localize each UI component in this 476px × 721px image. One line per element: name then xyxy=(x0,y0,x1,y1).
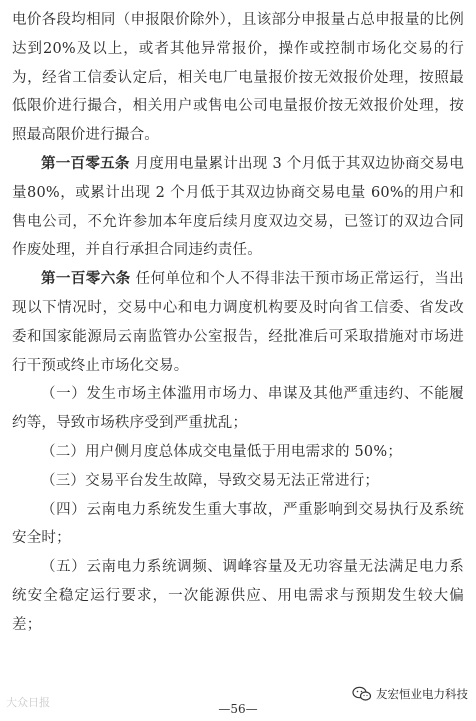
list-item-2: （二）用户侧月度总体成交电量低于用电需求的 50%； xyxy=(41,443,403,460)
page-number: —56— xyxy=(218,702,258,716)
wechat-icon xyxy=(352,686,372,702)
article-text: 任何单位和个人不得非法干预市场正常运行，当出现以下情况时，交易中心和电力调度机构要及时向省工信委、省发改委和国家能源局云南监管办公室报告，经批准后可采取措施对市场进行干预或终止市场化交易。 xyxy=(12,271,464,374)
list-item-4: （四）云南电力系统发生重大事故，严重影响到交易执行及系统安全时； xyxy=(12,501,464,547)
watermark-right: 友宏恒业电力科技 xyxy=(376,687,468,701)
article-number: 第一百零五条 xyxy=(41,154,130,172)
list-item-1: （一）发生市场主体滥用市场力、串谋及其他严重违约、不能履约等，导致市场秩序受到严重扰乱； xyxy=(12,386,464,432)
paragraph-article-106 xyxy=(12,265,464,380)
article-text: 月度用电量累计出现 3 个月低于其双边协商交易电量80%，或累计出现 2 个月低于其双边协商交易电量 60%的用户和售电公司，不允许参加本年度后续月度双边交易，已签订的双边合同作废处理，并自行承担合同违约责任。 xyxy=(12,155,464,259)
document-body xyxy=(12,6,464,640)
watermark-left: 大众日报 xyxy=(6,696,50,709)
list-item-3: （三）交易平台发生故障，导致交易无法正常进行； xyxy=(41,472,380,489)
article-number: 第一百零六条 xyxy=(41,270,131,288)
paragraph-continuation: 电价各段均相同（申报限价除外），且该部分申报量占总申报量的比例达到20%及以上，或者其他异常报价，操作或控制市场化交易的行为，经省工信委认定后，相关电厂电量报价按无效报价处理，按照最低限价进行撮合，相关用户或售电公司电量报价按无效报价处理，按照最高限价进行撮合。 xyxy=(12,12,464,144)
wechat-watermark xyxy=(352,686,468,702)
paragraph-article-105 xyxy=(12,150,464,265)
list-item-5: （五）云南电力系统调频、调峰容量及无功容量无法满足电力系统安全稳定运行要求，一次能源供应、用电需求与预期发生较大偏差； xyxy=(12,559,464,633)
